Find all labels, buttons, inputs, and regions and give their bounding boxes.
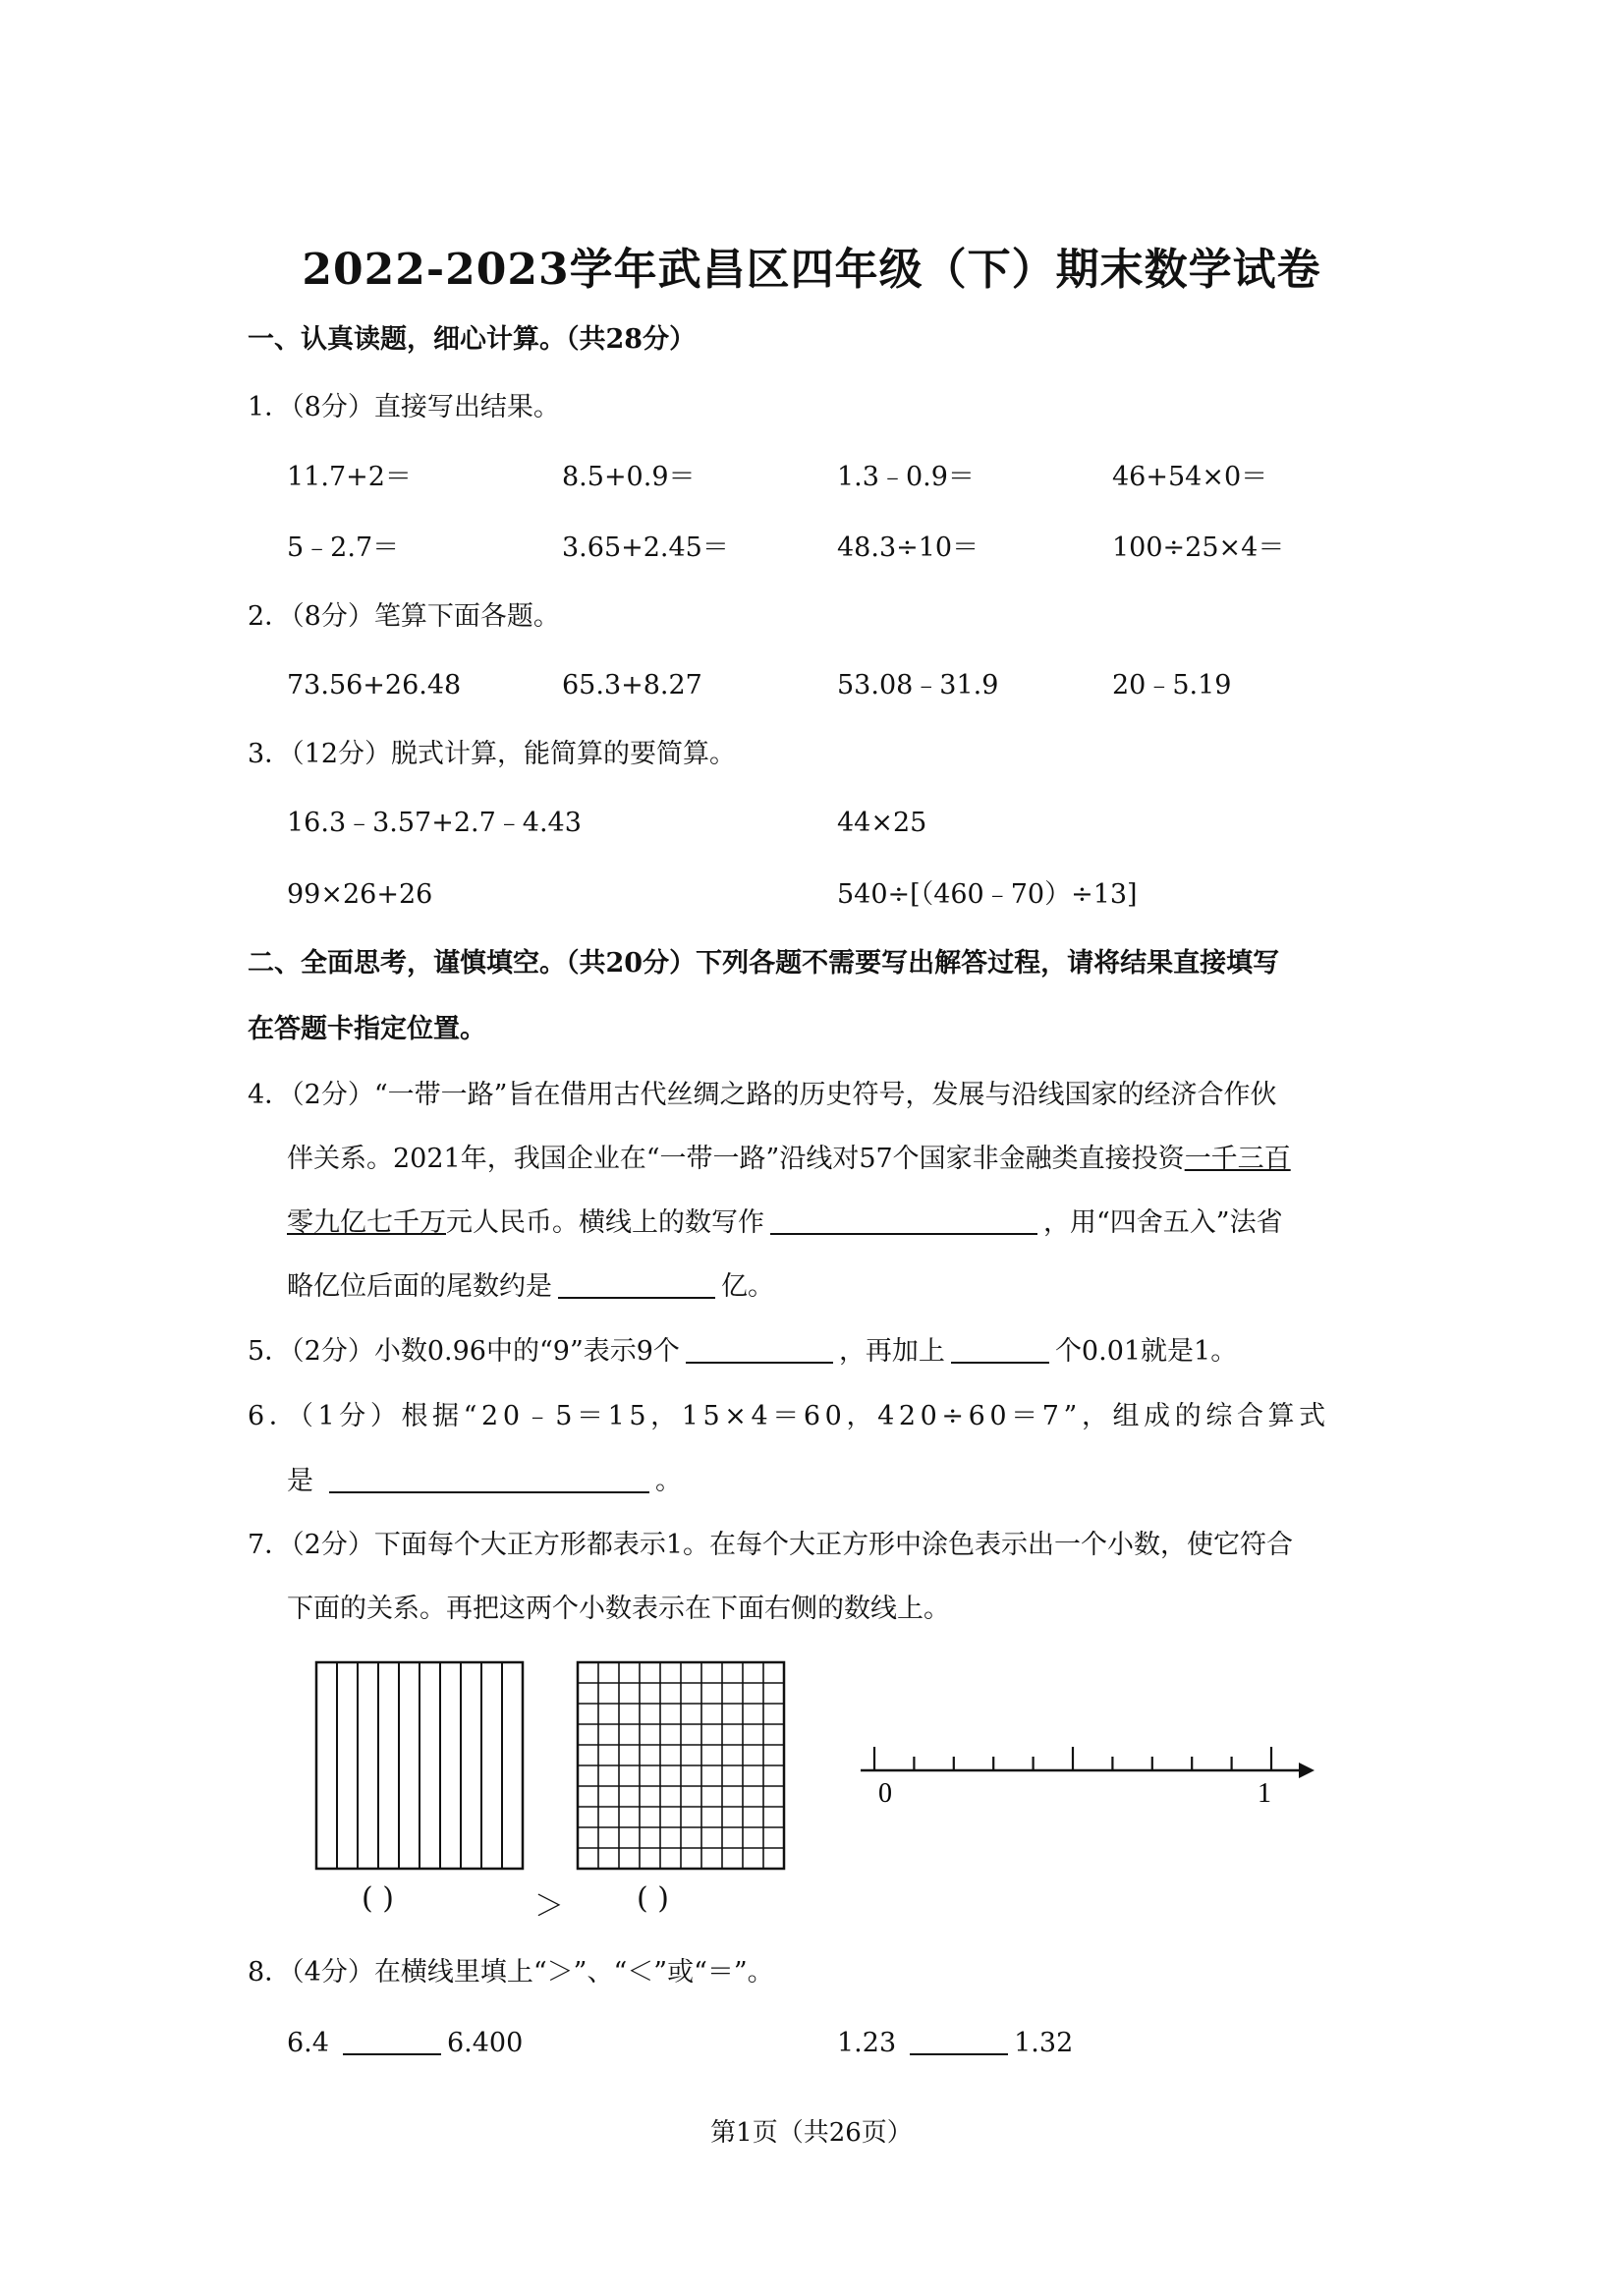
q4-underlined-number-part1: 一千三百 [1184,1144,1291,1174]
section-2-heading-line1: 二、全面思考，谨慎填空。（共20分）下列各题不需要写出解答过程，请将结果直接填写 [248,948,1280,979]
q8-item-1-left: 6.4 [287,2028,329,2058]
q1-item: 48.3÷10＝ [837,532,979,563]
q2-item: 53.08﹣31.9 [837,670,999,700]
q4-answer-blank-2[interactable] [558,1271,715,1299]
q7-answer-paren-right[interactable]: ( ) [637,1881,669,1916]
q4-line3-tail: ，用“四舍五入”法省 [1043,1207,1283,1238]
q5-line [248,1334,1237,1370]
q1-item: 3.65+2.45＝ [562,532,729,563]
q8-item-1 [287,2026,523,2061]
q5-answer-blank-2[interactable] [951,1336,1049,1364]
q8-item-2 [837,2026,1073,2061]
q1-item: 100÷25×4＝ [1112,532,1285,563]
number-line-end-label: 1 [1258,1778,1271,1804]
page-footer: 第1页（共26页） [710,2118,913,2148]
q3-stem: 3．（12分）脱式计算，能简算的要简算。 [248,739,737,769]
q8-item-2-right: 1.32 [1014,2028,1074,2058]
q1-item: 5﹣2.7＝ [287,532,400,563]
q7-decimal-squares [314,1660,786,1873]
q4-line2 [287,1142,1291,1177]
q6-text: 是 [287,1466,313,1496]
number-line-start-label: 0 [878,1778,892,1804]
q2-item: 73.56+26.48 [287,670,462,700]
q7-line2: 下面的关系。再把这两个小数表示在下面右侧的数线上。 [287,1594,950,1624]
q8-stem: 8．（4分）在横线里填上“＞”、“＜”或“＝”。 [248,1957,774,1988]
q8-answer-blank-2[interactable] [910,2028,1008,2055]
q7-line1: 7．（2分）下面每个大正方形都表示1。在每个大正方形中涂色表示出一个小数，使它符合 [248,1530,1294,1560]
q3-item: 540÷[（460﹣70）÷13] [837,879,1138,910]
q1-item: 1.3﹣0.9＝ [837,462,975,492]
q4-answer-blank-1[interactable] [770,1207,1037,1235]
q7-number-line [861,1735,1322,1804]
q8-answer-blank-1[interactable] [343,2028,441,2055]
q4-line2-text: 伴关系。2021年，我国企业在“一带一路”沿线对57个国家非金融类直接投资 [287,1144,1185,1174]
q4-line4 [287,1269,774,1305]
q4-line1: 4．（2分）“一带一路”旨在借用古代丝绸之路的历史符号，发展与沿线国家的经济合作伙 [248,1080,1277,1110]
q1-item: 11.7+2＝ [287,462,412,492]
q2-item: 20﹣5.19 [1112,670,1232,700]
number-line-ticks [874,1747,1271,1770]
section-1-heading: 一、认真读题，细心计算。（共28分） [248,324,697,355]
q2-stem: 2．（8分）笔算下面各题。 [248,601,560,632]
q7-compare-sign: ＞ [534,1889,564,1924]
q6-line2 [287,1464,682,1499]
tenths-square[interactable] [316,1662,523,1869]
q4-line3 [287,1205,1283,1241]
q5-text-end: 个0.01就是1。 [1054,1336,1238,1367]
q4-line3-text: 元人民币。横线上的数写作 [446,1207,764,1238]
q3-item: 99×26+26 [287,879,433,910]
page-title: 2022-2023学年武昌区四年级（下）期末数学试卷 [302,245,1321,295]
number-line-arrow [1299,1763,1315,1778]
q1-item: 46+54×0＝ [1112,462,1268,492]
q6-answer-blank[interactable] [329,1466,649,1493]
q3-item: 44×25 [837,808,927,838]
q4-underlined-number-part2: 零九亿七千万 [287,1207,446,1238]
q7-answer-paren-left[interactable]: ( ) [362,1881,394,1916]
q8-item-2-left: 1.23 [837,2028,897,2058]
q1-stem: 1．（8分）直接写出结果。 [248,392,560,422]
q3-item: 16.3﹣3.57+2.7﹣4.43 [287,808,582,838]
section-2-heading-line2: 在答题卡指定位置。 [248,1014,486,1044]
q4-line4-text: 略亿位后面的尾数约是 [287,1271,552,1302]
q6-text-end: 。 [655,1466,682,1496]
q6-line1: 6．（1分）根据“20﹣5＝15，15×4＝60，420÷60＝7”，组成的综合算式 [248,1401,1330,1431]
q2-item: 65.3+8.27 [562,670,702,700]
q5-answer-blank-1[interactable] [686,1336,833,1364]
q4-line4-tail: 亿。 [721,1271,774,1302]
q5-text: 5．（2分）小数0.96中的“9”表示9个 [248,1336,680,1367]
q5-text-mid: ，再加上 [838,1336,945,1367]
q8-item-1-right: 6.400 [446,2028,524,2058]
q1-item: 8.5+0.9＝ [562,462,696,492]
hundredths-square[interactable] [578,1662,784,1869]
